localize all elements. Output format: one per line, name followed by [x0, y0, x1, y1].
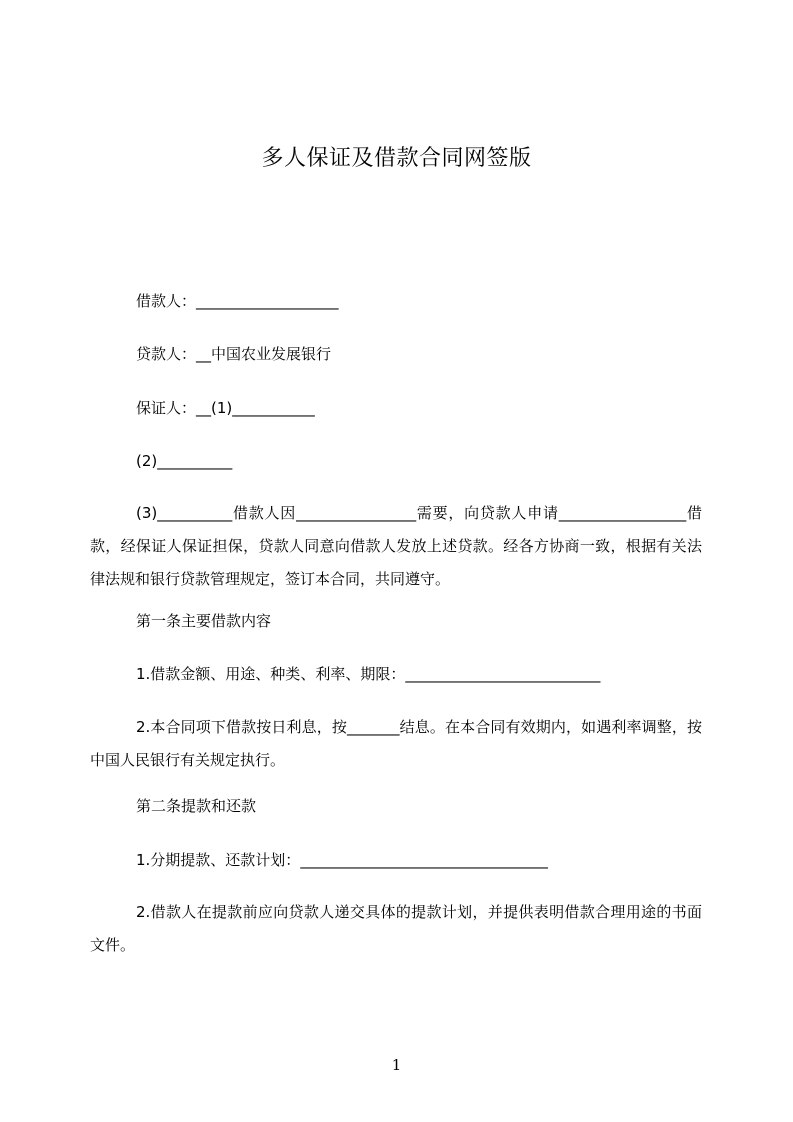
article-1-heading: 第一条主要借款内容: [136, 612, 272, 630]
document-title: 多人保证及借款合同网签版: [261, 146, 532, 171]
guarantor-3-paragraph: (3)__________借款人因________________需要，向贷款人申请_________________借款，经保证人保证担保，贷款人同意向借款人发放上述贷款。经各方协商一致，根据有关法律法规和银行贷款管理规定，签订本合同，共同遵守。: [90, 504, 702, 588]
article-1-item-2: 2.本合同项下借款按日利息，按_______结息。在本合同有效期内，如遇利率调整，按中国人民银行有关规定执行。: [90, 718, 702, 769]
article-2-item-2: 2.借款人在提款前应向贷款人递交具体的提款计划，并提供表明借款合理用途的书面文件。: [90, 903, 702, 954]
article-2-heading: 第二条提款和还款: [136, 797, 257, 815]
lender-line: 贷款人：__中国农业发展银行: [136, 345, 332, 363]
borrower-line: 借款人：___________________: [136, 292, 339, 310]
page-number: 1: [391, 1056, 402, 1074]
guarantor-line: 保证人：__(1)___________: [136, 399, 315, 417]
article-2-item-1: 1.分期提款、还款计划：_________________________________: [136, 851, 548, 869]
guarantor-2-line: (2)__________: [136, 452, 233, 470]
article-1-item-1: 1.借款金额、用途、种类、利率、期限：__________________________: [136, 665, 601, 683]
